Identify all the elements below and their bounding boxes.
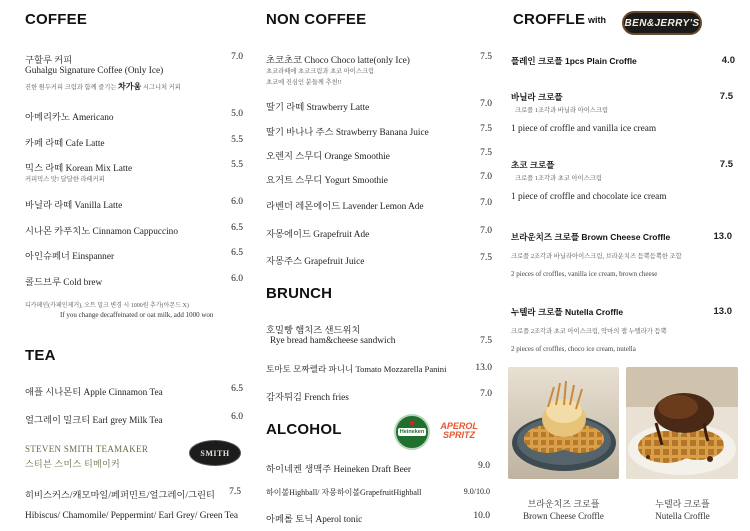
nutella-croffle-photo: [626, 367, 738, 479]
menu-item-name: Rye bread ham&cheese sandwich: [270, 336, 396, 346]
menu-item-name: 토마토 모짜렐라 파니니 Tomato Mozzarella Panini: [266, 364, 447, 374]
menu-item-price: 13.0: [713, 306, 732, 317]
menu-item-price: 7.0: [231, 52, 243, 62]
menu-item-name: 하이네켄 생맥주 Heineken Draft Beer: [266, 465, 411, 475]
menu-item-name: 딸기 라떼 Strawberry Latte: [266, 103, 370, 113]
photo-caption-kr: 누텔라 크로플: [655, 499, 710, 509]
menu-item-price: 13.0: [475, 363, 492, 373]
menu-item-name: 시나몬 카푸치노 Cinnamon Cappuccino: [25, 227, 178, 237]
menu-item-price: 7.0: [480, 226, 492, 236]
menu-item-sub: 초코라떼에 초코크림과 초코 아이스크림: [266, 68, 375, 75]
menu-item-price: 7.5: [480, 148, 492, 158]
menu-item-name: 카페 라떼 Cafe Latte: [25, 139, 105, 149]
menu-item-price: 7.5: [719, 159, 733, 170]
menu-item-name: 요거트 스무디 Yogurt Smoothie: [266, 176, 388, 186]
menu-item-price: 6.5: [231, 384, 243, 394]
menu-item-name: 아인슈페너 Einspanner: [25, 252, 115, 262]
menu-item-name: 초코 크로플: [511, 160, 555, 170]
heineken-logo: ★ Heineken: [394, 414, 430, 450]
menu-item-name: 하이볼Highball/ 자몽하이볼GrapefruitHighball: [266, 488, 422, 497]
menu-item-price: 6.0: [231, 197, 243, 207]
menu-item-name: 바닐라 라떼 Vanilla Latte: [25, 201, 123, 211]
menu-item-name: 딸기 바나나 주스 Strawberry Banana Juice: [266, 128, 429, 138]
coffee-heading: COFFEE: [25, 11, 88, 28]
smith-logo: SMITH: [189, 440, 241, 466]
menu-item-price: 10.0: [473, 511, 490, 521]
menu-item-name: 감자튀김 French fries: [266, 393, 349, 403]
menu-item-price: 7.5: [480, 253, 492, 263]
menu-item-name: 믹스 라떼 Korean Mix Latte: [25, 164, 133, 174]
menu-item-price: 7.5: [480, 124, 492, 134]
menu-item-price: 13.0: [713, 231, 732, 242]
menu-item-price: 7.5: [229, 487, 241, 497]
croffle-with: with: [588, 15, 606, 25]
aperol-logo: APEROL SPRITZ: [440, 421, 478, 440]
menu-item-sub: 크로플 2조각과 바닐라아이스크림, 브라운치즈 듬뿍듬뿍한 조합: [511, 253, 682, 260]
menu-item-name: 바닐라 크로플: [511, 92, 563, 102]
ben-and-jerrys-logo: BEN&JERRY'S: [622, 11, 702, 35]
menu-item-price: 6.0: [231, 412, 243, 422]
menu-item-name: 라벤더 레몬에이드 Lavender Lemon Ade: [266, 202, 424, 212]
menu-item-price: 4.0: [721, 55, 735, 66]
teamaker-title: STEVEN SMITH TEAMAKER: [25, 444, 149, 454]
coffee-note-kr: 디카페인(카페인제거), 오트 밀크 변경 시 1000원 추가(아몬드 X): [25, 303, 189, 309]
menu-item-name: 자몽주스 Grapefruit Juice: [266, 257, 365, 267]
menu-item-desc: 2 pieces of croffles, choco ice cream, nutella: [511, 345, 636, 353]
menu-item-price: 5.5: [231, 160, 243, 170]
menu-item-name: 브라운치즈 크로플 Brown Cheese Croffle: [511, 232, 671, 242]
menu-item-price: 7.0: [480, 99, 492, 109]
menu-item-price: 7.5: [719, 91, 733, 102]
menu-item-desc: 1 piece of croffle and vanilla ice cream: [511, 124, 657, 134]
left-column: [0, 0, 250, 531]
middle-column: [250, 0, 500, 531]
menu-item-price: 6.5: [231, 223, 243, 233]
star-icon: ★: [407, 418, 417, 428]
tea-heading: TEA: [25, 347, 56, 364]
menu-item-name: 아메리카노 Americano: [25, 113, 114, 123]
menu-item-name: 누텔라 크로플 Nutella Croffle: [511, 307, 624, 317]
menu-item-price: 7.0: [480, 172, 492, 182]
brown-cheese-croffle-photo: [508, 367, 619, 479]
menu-item-sub: 크로플 1조각과 초코 아이스크림: [515, 175, 602, 182]
menu-item-price: 5.5: [231, 135, 243, 145]
menu-item-name: 초코초코 Choco Choco latte(only Ice): [266, 56, 410, 66]
alcohol-heading: ALCOHOL: [266, 421, 342, 438]
menu-item-sub: 크로플 1조각과 바닐라 아이스크림: [515, 107, 609, 114]
menu-item-price: 7.5: [480, 52, 492, 62]
menu-item-kr: 구할루 커피: [25, 56, 73, 66]
photo-caption-en: Brown Cheese Croffle: [523, 511, 604, 521]
menu-item-name: 애플 시나몬티 Apple Cinnamon Tea: [25, 388, 163, 398]
menu-item-name: 히비스커스/캐모마일/페퍼민트/얼그레이/그린티: [25, 491, 215, 501]
photo-caption-en: Nutella Croffle: [655, 511, 710, 521]
noncoffee-heading: NON COFFEE: [266, 11, 367, 28]
croffle-heading: CROFFLE: [513, 11, 586, 28]
coffee-note-en: If you change decaffeinated or oat milk, add 1000 won: [60, 311, 214, 319]
menu-item-kr: 호밀빵 햄치즈 샌드위치: [266, 326, 361, 336]
menu-item-name: 얼그레이 밀크티 Earl grey Milk Tea: [25, 416, 163, 426]
menu-item-sub: 초코에 진심인 분들께 추천!!: [266, 79, 342, 86]
menu-item-sub: 진한 원두커피 크림과 함께 즐기는 차가움 시그니처 커피: [25, 82, 181, 91]
menu-item-sub: 크로플 2조각과 초코 아이스크림, 악마의 잼 누텔라가 듬뿍: [511, 328, 667, 335]
brunch-heading: BRUNCH: [266, 285, 333, 302]
menu-item-price: 6.0: [231, 274, 243, 284]
menu-item-name: 플레인 크로플 1pcs Plain Croffle: [511, 56, 637, 66]
menu-item-price: 9.0/10.0: [463, 487, 490, 496]
photo-caption-kr: 브라운치즈 크로플: [527, 499, 600, 509]
menu-item-name: 아페롤 토닉 Aperol tonic: [266, 515, 363, 525]
menu-item-desc: 1 piece of croffle and chocolate ice cream: [511, 192, 667, 202]
menu-item-name: 콜드브루 Cold brew: [25, 278, 103, 288]
menu-item-price: 9.0: [478, 461, 490, 471]
menu-item-name: 오렌지 스무디 Orange Smoothie: [266, 152, 390, 162]
menu-item-name: Hibiscus/ Chamomile/ Peppermint/ Earl Grey/ Green Tea: [25, 511, 238, 521]
right-column: [500, 0, 750, 531]
menu-item-price: 6.5: [231, 248, 243, 258]
teamaker-title-kr: 스티븐 스미스 티메이커: [25, 459, 121, 469]
menu-item-price: 7.5: [480, 336, 492, 346]
menu-item-price: 7.0: [480, 198, 492, 208]
menu-item-desc: 2 pieces of croffles, vanilla ice cream, brown cheese: [511, 270, 658, 278]
menu-item-name: Guhalgu Signature Coffee (Only Ice): [25, 66, 164, 76]
menu-item-price: 7.0: [480, 389, 492, 399]
menu-item-price: 5.0: [231, 109, 243, 119]
menu-item-sub: 커피믹스 맛! 달달한 라떼커피: [25, 176, 105, 183]
menu-item-name: 자몽에이드 Grapefruit Ade: [266, 230, 370, 240]
